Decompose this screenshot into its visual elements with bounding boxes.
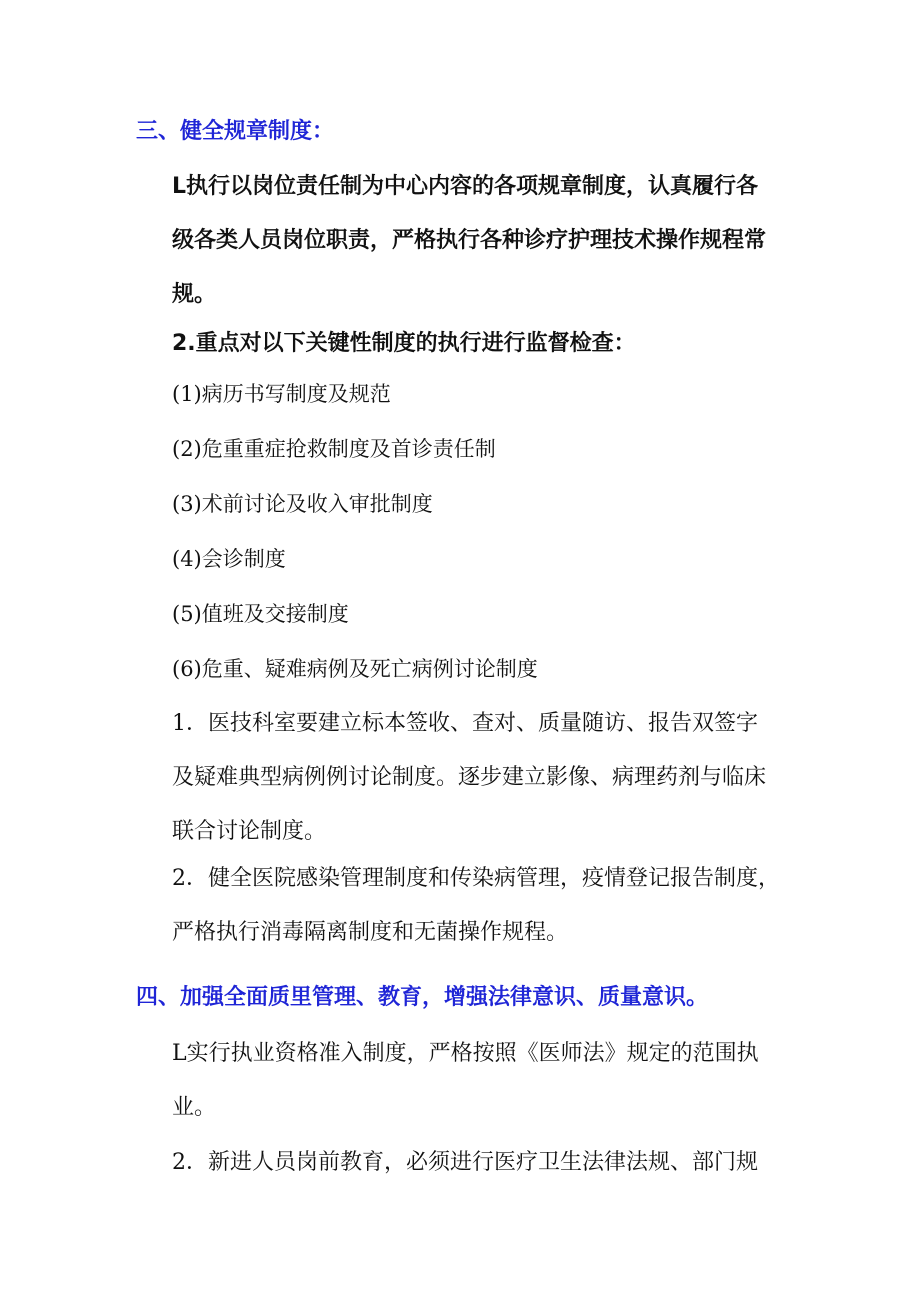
paragraph-line: 2．健全医院感染管理制度和传染病管理，疫情登记报告制度， bbox=[172, 866, 780, 891]
list-item: (2)危重重症抢救制度及首诊责任制 bbox=[172, 437, 496, 461]
paragraph-line: L实行执业资格准入制度，严格按照《医师法》规定的范围执 bbox=[172, 1041, 759, 1066]
list-item: (1)病历书写制度及规范 bbox=[172, 382, 391, 406]
section-3-paragraph-4 bbox=[172, 852, 790, 960]
paragraph-line: 及疑难典型病例例讨论制度。逐步建立影像、病理药剂与临床 bbox=[172, 765, 767, 790]
paragraph-line: 1．医技科室要建立标本签收、查对、质量随访、报告双签字 bbox=[172, 711, 758, 736]
paragraph-line: 规。 bbox=[172, 282, 217, 307]
paragraph-line: 联合讨论制度。 bbox=[172, 819, 327, 844]
section-4-heading: 四、加强全面质里管理、教育，增强法律意识、质量意识。 bbox=[136, 985, 709, 1010]
paragraph-line: 级各类人员岗位职责，严格执行各种诊疗护理技术操作规程常 bbox=[172, 228, 767, 253]
section-3-paragraph-3 bbox=[172, 697, 790, 859]
paragraph-line: 严格执行消毒隔离制度和无菌操作规程。 bbox=[172, 920, 569, 945]
list-item: (6)危重、疑难病例及死亡病例讨论制度 bbox=[172, 657, 538, 681]
paragraph-line: L执行以岗位责任制为中心内容的各项规章制度，认真履行各 bbox=[172, 174, 759, 199]
paragraph-line: 2．新进人员岗前教育，必须进行医疗卫生法律法规、部门规 bbox=[172, 1150, 758, 1175]
section-4-paragraph-1 bbox=[172, 1027, 790, 1135]
list-item: (3)术前讨论及收入审批制度 bbox=[172, 492, 433, 516]
list-item: (5)值班及交接制度 bbox=[172, 602, 349, 626]
section-3-paragraph-1 bbox=[172, 160, 790, 322]
paragraph-line: 2.重点对以下关键性制度的执行进行监督检查： bbox=[172, 331, 636, 356]
section-3-heading: 三、健全规章制度： bbox=[136, 119, 335, 144]
list-item: (4)会诊制度 bbox=[172, 547, 286, 571]
section-3-paragraph-2 bbox=[172, 317, 790, 371]
section-4-paragraph-2 bbox=[172, 1136, 790, 1190]
paragraph-line: 业。 bbox=[172, 1095, 217, 1120]
